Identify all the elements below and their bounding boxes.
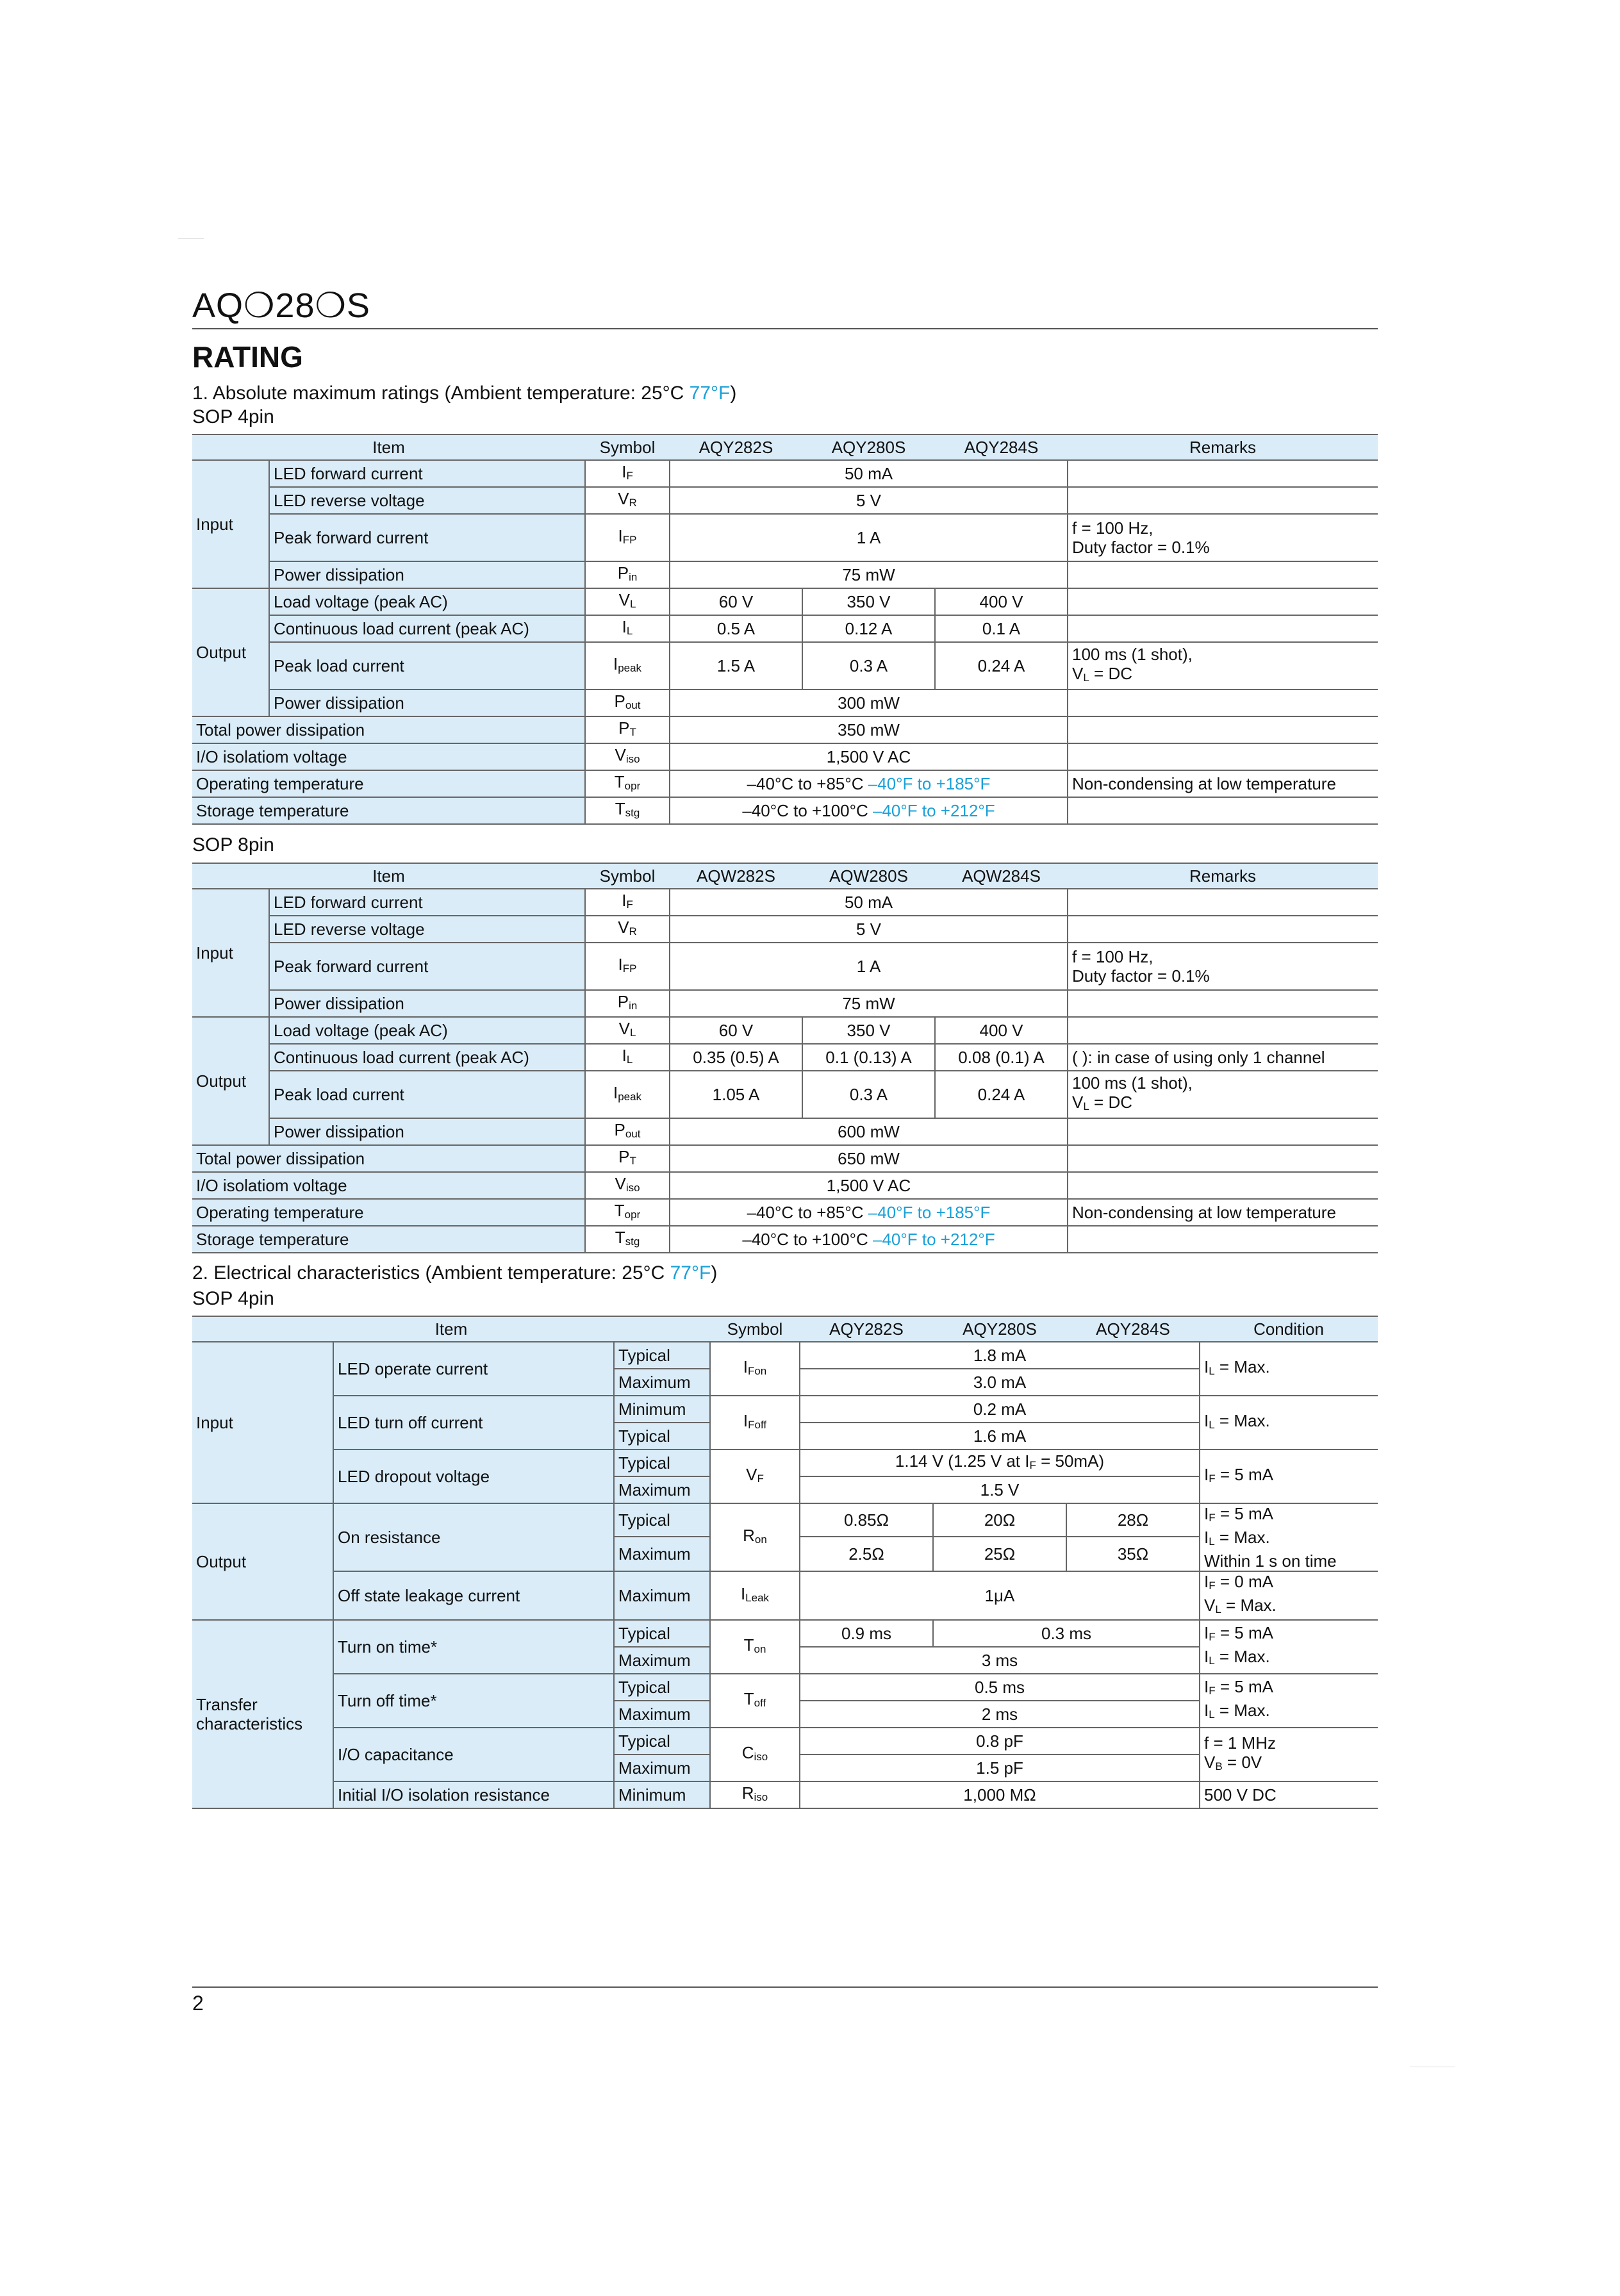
item: LED dropout voltage <box>333 1449 614 1503</box>
remark: Non-condensing at low temperature <box>1068 1199 1378 1226</box>
symbol: Topr <box>585 770 670 797</box>
group-output: Output <box>192 588 269 716</box>
value: 50 mA <box>670 889 1068 916</box>
col-item: Item <box>192 863 585 889</box>
value: 60 V <box>670 588 802 615</box>
item: Peak load current <box>269 1071 585 1118</box>
value: 2.5Ω <box>800 1537 933 1571</box>
condition: 500 V DC <box>1200 1781 1378 1808</box>
qualifier: Typical <box>614 1674 710 1701</box>
item: Total power dissipation <box>192 1145 585 1172</box>
value: 28Ω <box>1066 1503 1200 1537</box>
item: Continuous load current (peak AC) <box>269 1044 585 1071</box>
col-model: AQW282S <box>670 863 802 889</box>
symbol: Toff <box>710 1674 800 1728</box>
item: LED reverse voltage <box>269 916 585 943</box>
col-model: AQY282S <box>670 434 802 460</box>
value: 75 mW <box>670 990 1068 1017</box>
group-input: Input <box>192 889 269 1017</box>
value: 75 mW <box>670 561 1068 588</box>
value: 1,500 V AC <box>670 743 1068 770</box>
section2-label: SOP 4pin <box>192 1288 274 1309</box>
symbol: Topr <box>585 1199 670 1226</box>
value: 0.1 (0.13) A <box>802 1044 935 1071</box>
group-input: Input <box>192 460 269 588</box>
value: 1 A <box>670 943 1068 990</box>
value: 50 mA <box>670 460 1068 487</box>
value: 1.05 A <box>670 1071 802 1118</box>
remark <box>1068 743 1378 770</box>
item: Peak forward current <box>269 514 585 561</box>
item: Turn off time* <box>333 1674 614 1728</box>
qualifier: Typical <box>614 1423 710 1449</box>
symbol: VL <box>585 588 670 615</box>
item: Storage temperature <box>192 1226 585 1253</box>
item: Off state leakage current <box>333 1571 614 1620</box>
remark: f = 100 Hz, Duty factor = 0.1% <box>1068 943 1378 990</box>
remark <box>1068 460 1378 487</box>
item: Turn on time* <box>333 1620 614 1674</box>
item: LED operate current <box>333 1342 614 1396</box>
remark <box>1068 487 1378 514</box>
qualifier: Maximum <box>614 1647 710 1674</box>
item: Operating temperature <box>192 770 585 797</box>
qualifier: Maximum <box>614 1476 710 1503</box>
condition: IF = 5 mA <box>1200 1449 1378 1503</box>
value: 0.2 mA <box>800 1396 1200 1423</box>
qualifier: Typical <box>614 1449 710 1476</box>
value: 0.3 ms <box>933 1620 1200 1647</box>
col-symbol: Symbol <box>585 434 670 460</box>
remark <box>1068 916 1378 943</box>
value: 1.5 A <box>670 642 802 690</box>
qualifier: Typical <box>614 1728 710 1755</box>
value: 0.35 (0.5) A <box>670 1044 802 1071</box>
value: 0.08 (0.1) A <box>935 1044 1068 1071</box>
remark: Non-condensing at low temperature <box>1068 770 1378 797</box>
value: 350 mW <box>670 716 1068 743</box>
group-output: Output <box>192 1503 333 1620</box>
value: 1.6 mA <box>800 1423 1200 1449</box>
remark <box>1068 889 1378 916</box>
item: I/O isolatiom voltage <box>192 1172 585 1199</box>
remark <box>1068 1017 1378 1044</box>
condition: IF = 0 mA VL = Max. <box>1200 1571 1378 1620</box>
part-title: AQ❍28❍S <box>192 286 370 325</box>
qualifier: Maximum <box>614 1701 710 1728</box>
section-heading: RATING <box>192 340 303 374</box>
symbol: VR <box>585 916 670 943</box>
value: 300 mW <box>670 690 1068 716</box>
symbol: PT <box>585 716 670 743</box>
symbol: IFon <box>710 1342 800 1396</box>
remark <box>1068 690 1378 716</box>
col-remarks: Remarks <box>1068 863 1378 889</box>
value: –40°C to +100°C –40°F to +212°F <box>670 797 1068 824</box>
remark <box>1068 797 1378 824</box>
value: 2 ms <box>800 1701 1200 1728</box>
condition: IL = Max. <box>1200 1396 1378 1449</box>
symbol: Riso <box>710 1781 800 1808</box>
condition: IF = 5 mA IL = Max. <box>1200 1674 1378 1728</box>
col-model: AQY280S <box>933 1316 1066 1342</box>
symbol: IF <box>585 460 670 487</box>
qualifier: Maximum <box>614 1537 710 1571</box>
symbol: Ron <box>710 1503 800 1571</box>
value: 0.8 pF <box>800 1728 1200 1755</box>
remark <box>1068 1118 1378 1145</box>
value: 1 A <box>670 514 1068 561</box>
symbol: IF <box>585 889 670 916</box>
value: 20Ω <box>933 1503 1066 1537</box>
symbol: Viso <box>585 1172 670 1199</box>
symbol: VL <box>585 1017 670 1044</box>
col-model: AQW284S <box>935 863 1068 889</box>
remark <box>1068 716 1378 743</box>
symbol: VF <box>710 1449 800 1503</box>
value: 5 V <box>670 916 1068 943</box>
item: Total power dissipation <box>192 716 585 743</box>
condition: IF = 5 mA IL = Max. <box>1200 1620 1378 1674</box>
symbol: IFP <box>585 943 670 990</box>
value: 0.5 ms <box>800 1674 1200 1701</box>
symbol: Tstg <box>585 1226 670 1253</box>
value: 350 V <box>802 588 935 615</box>
corner-mark <box>178 238 204 239</box>
symbol: Pin <box>585 561 670 588</box>
value: –40°C to +85°C –40°F to +185°F <box>670 1199 1068 1226</box>
col-model: AQY282S <box>800 1316 933 1342</box>
item: Load voltage (peak AC) <box>269 1017 585 1044</box>
value: 400 V <box>935 588 1068 615</box>
condition: IF = 5 mA IL = Max. Within 1 s on time <box>1200 1503 1378 1571</box>
remark <box>1068 1226 1378 1253</box>
value: 600 mW <box>670 1118 1068 1145</box>
value: 350 V <box>802 1017 935 1044</box>
value: 25Ω <box>933 1537 1066 1571</box>
remark <box>1068 1145 1378 1172</box>
page-number: 2 <box>192 1992 204 2015</box>
qualifier: Typical <box>614 1503 710 1537</box>
footer-divider <box>192 1986 1378 1988</box>
item: LED forward current <box>269 460 585 487</box>
value: 0.12 A <box>802 615 935 642</box>
value: 5 V <box>670 487 1068 514</box>
item: Continuous load current (peak AC) <box>269 615 585 642</box>
value: 0.85Ω <box>800 1503 933 1537</box>
col-remarks: Remarks <box>1068 434 1378 460</box>
value: 0.3 A <box>802 642 935 690</box>
item: On resistance <box>333 1503 614 1571</box>
symbol: Ton <box>710 1620 800 1674</box>
value: 1.5 V <box>800 1476 1200 1503</box>
remark: ( ): in case of using only 1 channel <box>1068 1044 1378 1071</box>
sop4-ratings-table <box>192 434 1378 825</box>
col-model: AQY280S <box>802 434 935 460</box>
value: 1μA <box>800 1571 1200 1620</box>
sop4-label: SOP 4pin <box>192 406 274 427</box>
item: Load voltage (peak AC) <box>269 588 585 615</box>
col-symbol: Symbol <box>710 1316 800 1342</box>
item: Power dissipation <box>269 690 585 716</box>
value: 3 ms <box>800 1647 1200 1674</box>
symbol: Ciso <box>710 1728 800 1781</box>
item: LED turn off current <box>333 1396 614 1449</box>
condition: IL = Max. <box>1200 1342 1378 1396</box>
item: Power dissipation <box>269 990 585 1017</box>
value: 1.14 V (1.25 V at IF = 50mA) <box>800 1449 1200 1476</box>
col-model: AQY284S <box>935 434 1068 460</box>
item: Peak forward current <box>269 943 585 990</box>
group-input: Input <box>192 1342 333 1503</box>
item: Storage temperature <box>192 797 585 824</box>
title-divider <box>192 328 1378 329</box>
item: Operating temperature <box>192 1199 585 1226</box>
value: 650 mW <box>670 1145 1068 1172</box>
col-item: Item <box>192 1316 710 1342</box>
qualifier: Maximum <box>614 1369 710 1396</box>
symbol: IFoff <box>710 1396 800 1449</box>
col-symbol: Symbol <box>585 863 670 889</box>
value: –40°C to +85°C –40°F to +185°F <box>670 770 1068 797</box>
item: LED reverse voltage <box>269 487 585 514</box>
item: Initial I/O isolation resistance <box>333 1781 614 1808</box>
item: LED forward current <box>269 889 585 916</box>
sop8-ratings-table <box>192 863 1378 1253</box>
symbol: IL <box>585 1044 670 1071</box>
value: –40°C to +100°C –40°F to +212°F <box>670 1226 1068 1253</box>
qualifier: Maximum <box>614 1571 710 1620</box>
symbol: Viso <box>585 743 670 770</box>
value: 3.0 mA <box>800 1369 1200 1396</box>
item: Peak load current <box>269 642 585 690</box>
qualifier: Typical <box>614 1620 710 1647</box>
value: 0.24 A <box>935 1071 1068 1118</box>
symbol: PT <box>585 1145 670 1172</box>
qualifier: Typical <box>614 1342 710 1369</box>
group-transfer: Transfer characteristics <box>192 1620 333 1808</box>
condition: f = 1 MHz VB = 0V <box>1200 1728 1378 1781</box>
sop8-label: SOP 8pin <box>192 834 274 855</box>
qualifier: Minimum <box>614 1781 710 1808</box>
remark <box>1068 990 1378 1017</box>
symbol: VR <box>585 487 670 514</box>
symbol: Tstg <box>585 797 670 824</box>
value: 0.9 ms <box>800 1620 933 1647</box>
symbol: IFP <box>585 514 670 561</box>
symbol: Ipeak <box>585 1071 670 1118</box>
item: Power dissipation <box>269 1118 585 1145</box>
symbol: Ipeak <box>585 642 670 690</box>
value: 0.3 A <box>802 1071 935 1118</box>
value: 1,500 V AC <box>670 1172 1068 1199</box>
symbol: Pin <box>585 990 670 1017</box>
value: 60 V <box>670 1017 802 1044</box>
col-item: Item <box>192 434 585 460</box>
value: 0.24 A <box>935 642 1068 690</box>
col-model: AQW280S <box>802 863 935 889</box>
value: 35Ω <box>1066 1537 1200 1571</box>
symbol: Pout <box>585 1118 670 1145</box>
value: 1.5 pF <box>800 1755 1200 1781</box>
symbol: IL <box>585 615 670 642</box>
remark <box>1068 561 1378 588</box>
value: 0.5 A <box>670 615 802 642</box>
symbol: ILeak <box>710 1571 800 1620</box>
value: 0.1 A <box>935 615 1068 642</box>
value: 1.8 mA <box>800 1342 1200 1369</box>
remark <box>1068 615 1378 642</box>
remark: 100 ms (1 shot), VL = DC <box>1068 1071 1378 1118</box>
value: 400 V <box>935 1017 1068 1044</box>
item: I/O capacitance <box>333 1728 614 1781</box>
item: Power dissipation <box>269 561 585 588</box>
remark: f = 100 Hz, Duty factor = 0.1% <box>1068 514 1378 561</box>
remark <box>1068 1172 1378 1199</box>
group-output: Output <box>192 1017 269 1145</box>
remark <box>1068 588 1378 615</box>
electrical-characteristics-table <box>192 1316 1378 1809</box>
section1-title: 1. Absolute maximum ratings (Ambient temperature: 25°C 77°F) <box>192 383 737 404</box>
qualifier: Minimum <box>614 1396 710 1423</box>
qualifier: Maximum <box>614 1755 710 1781</box>
item: I/O isolatiom voltage <box>192 743 585 770</box>
col-condition: Condition <box>1200 1316 1378 1342</box>
value: 1,000 MΩ <box>800 1781 1200 1808</box>
col-model: AQY284S <box>1066 1316 1200 1342</box>
symbol: Pout <box>585 690 670 716</box>
remark: 100 ms (1 shot), VL = DC <box>1068 642 1378 690</box>
section2-title: 2. Electrical characteristics (Ambient temperature: 25°C 77°F) <box>192 1262 718 1284</box>
